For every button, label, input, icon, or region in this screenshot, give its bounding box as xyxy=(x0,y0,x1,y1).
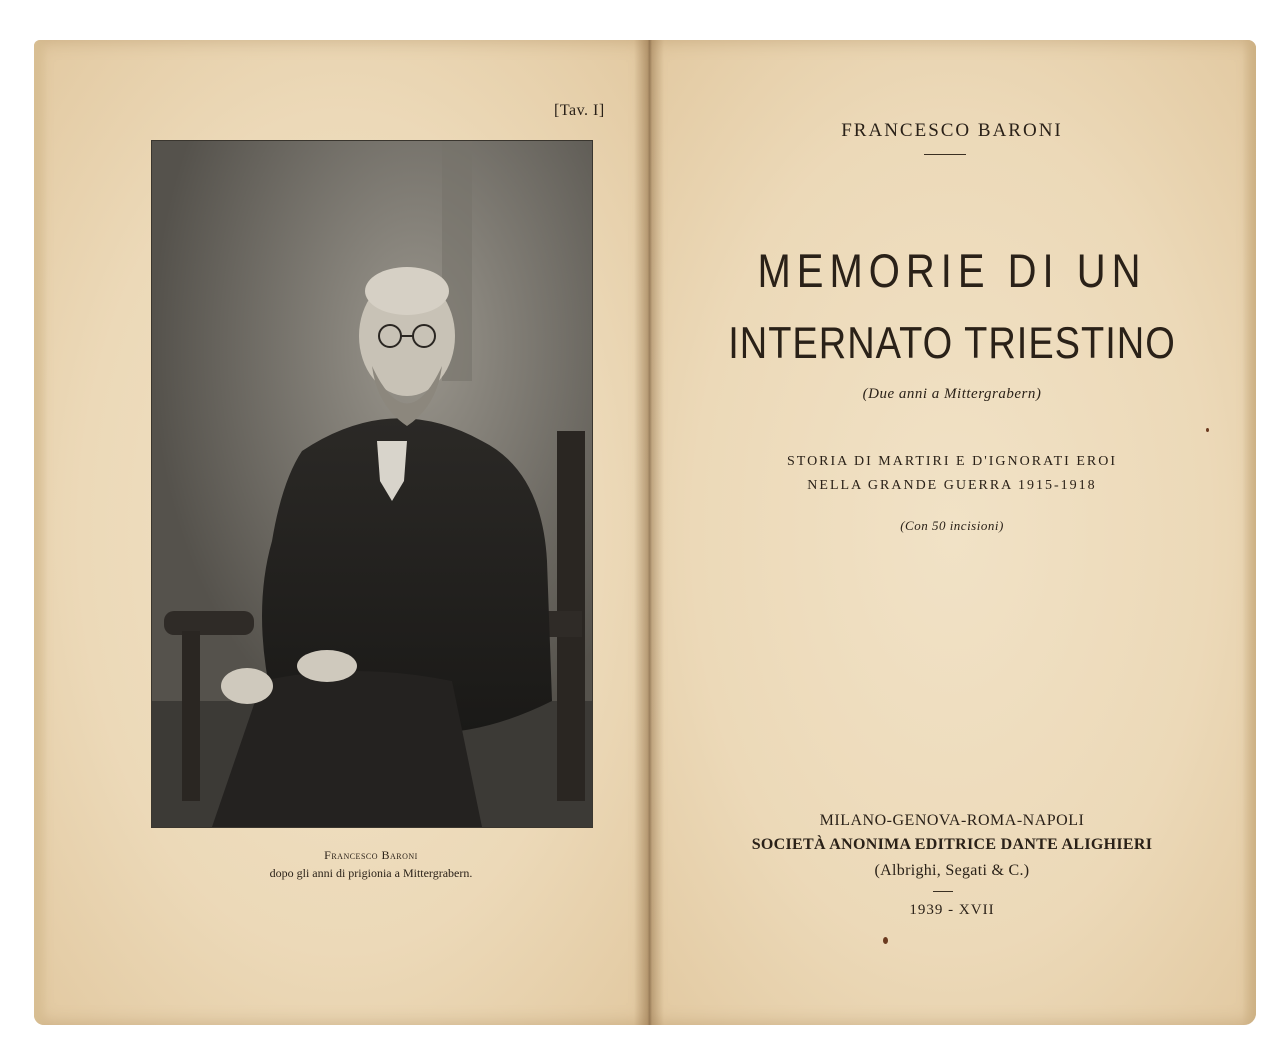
portrait-illustration xyxy=(152,141,592,827)
photo-caption-name: Francesco Baroni xyxy=(324,848,418,862)
illustrations-note: (Con 50 incisioni) xyxy=(900,518,1004,533)
author-divider xyxy=(924,154,966,155)
photo-caption-text: dopo gli anni di prigionia a Mittergrabern. xyxy=(269,866,473,880)
description-line-2: NELLA GRANDE GUERRA 1915-1918 xyxy=(807,478,1097,493)
book-title-line-1: MEMORIE DI UN xyxy=(757,245,1147,298)
author-name: FRANCESCO BARONI xyxy=(841,120,1063,141)
left-page-edge xyxy=(34,40,48,1025)
publisher-cities: MILANO-GENOVA-ROMA-NAPOLI xyxy=(819,812,1085,829)
portrait-photo xyxy=(151,140,593,828)
year-divider xyxy=(933,891,953,892)
printer-name: (Albrighi, Segati & C.) xyxy=(874,862,1030,879)
publisher-name: SOCIETÀ ANONIMA EDITRICE DANTE ALIGHIERI xyxy=(751,836,1153,853)
book-title-line-2: INTERNATO TRIESTINO xyxy=(728,319,1176,369)
ink-spot xyxy=(1206,428,1209,432)
publication-year: 1939 - XVII xyxy=(909,902,995,918)
plate-label: [Tav. I] xyxy=(554,102,605,119)
description-line-1: STORIA DI MARTIRI E D'IGNORATI EROI xyxy=(786,454,1118,469)
ink-spot xyxy=(883,937,888,944)
open-book xyxy=(34,40,1256,1025)
book-subtitle: (Due anni a Mittergrabern) xyxy=(862,386,1042,402)
